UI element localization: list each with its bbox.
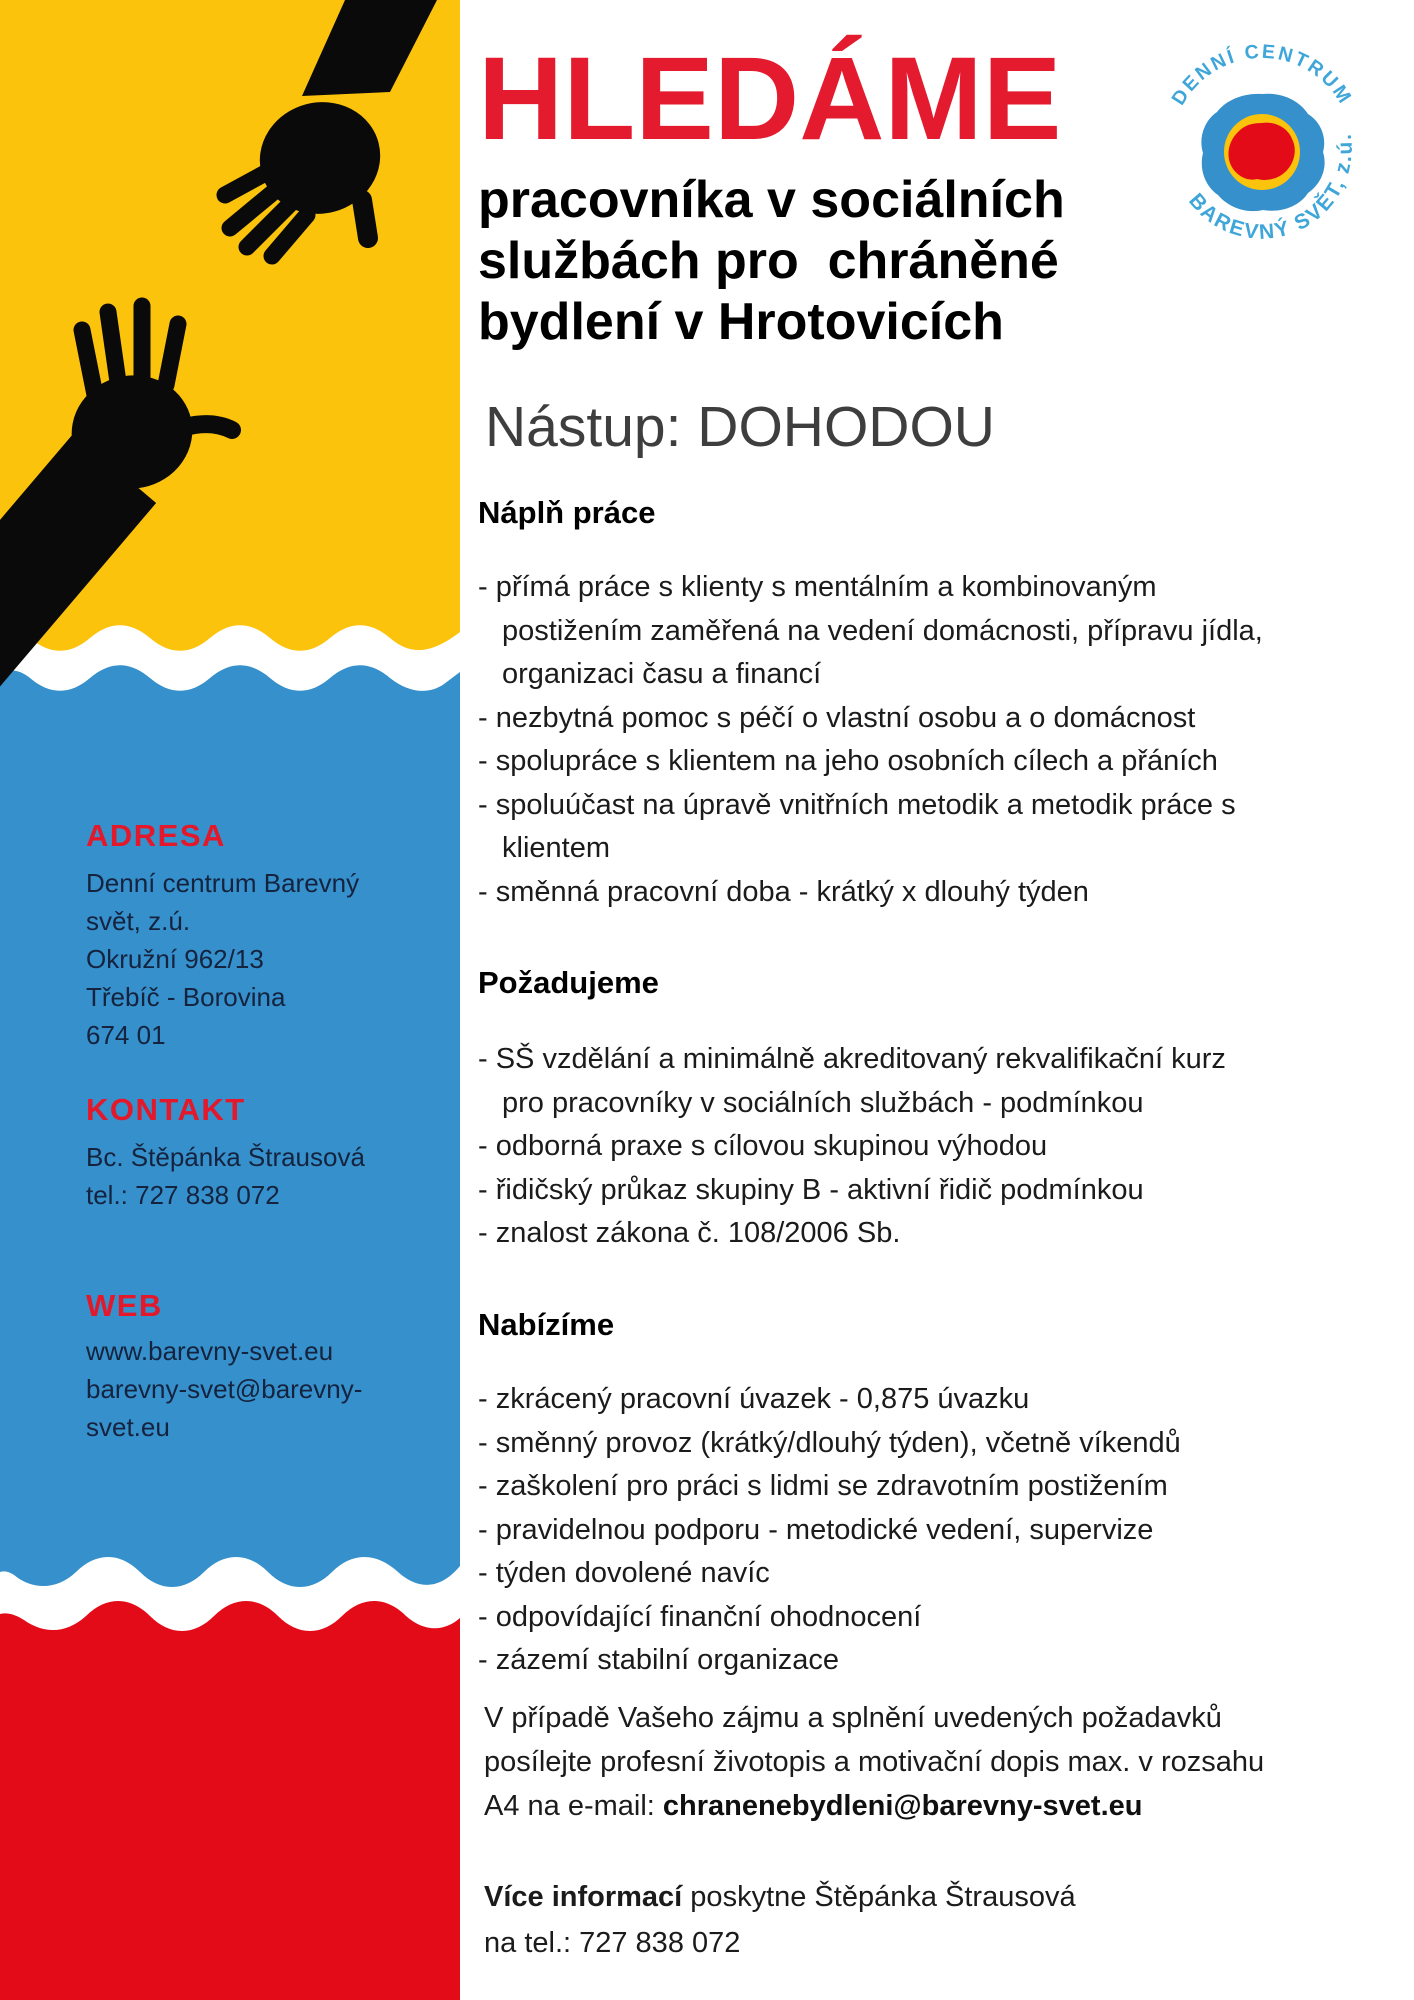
web-line: www.barevny-svet.eu (86, 1336, 334, 1366)
list-item: - zkrácený pracovní úvazek - 0,875 úvazku (478, 1383, 1030, 1415)
page-subtitle (478, 170, 1065, 353)
more-info-rest: poskytne Štěpánka Štrausová (682, 1881, 1076, 1913)
address-section (86, 818, 438, 854)
logo-arc-bottom-text: BAREVNÝ SVĚT, z.ú. (1184, 131, 1357, 245)
list-item: - směnný provoz (krátký/dlouhý týden), včetně víkendů (478, 1426, 1181, 1459)
web-line: svet.eu (86, 1412, 170, 1442)
address-line: Třebíč - Borovina (86, 982, 286, 1012)
job-duties-list (478, 566, 1268, 914)
list-item: - řidičský průkaz skupiny B - aktivní řidič podmínkou (478, 1173, 1144, 1206)
email-text: chranenebydleni@barevny-svet.eu (662, 1790, 1143, 1822)
subtitle-line: pracovníka v sociálních (478, 171, 1065, 229)
logo-arc-top-text: DENNÍ CENTRUM (1167, 40, 1357, 110)
subtitle-line: službách pro chráněné (478, 232, 1059, 290)
web-line: barevny-svet@barevny- (86, 1374, 363, 1404)
list-item: - pravidelnou podporu - metodické vedení, supervize (478, 1513, 1154, 1546)
list-item: - odpovídající finanční ohodnocení (478, 1600, 922, 1633)
section-heading-nabizime: Nabízíme (478, 1307, 615, 1342)
benefits-list (478, 1378, 1268, 1683)
address-heading: ADRESA (86, 818, 226, 853)
more-info-line (484, 1874, 1270, 1920)
web-lines (86, 1332, 438, 1446)
address-line: Okružní 962/13 (86, 944, 264, 974)
list-item: - SŠ vzdělání a minimálně akreditovaný rekvalifikační kurz pro pracovníky v sociálních službách - podmínkou (478, 1043, 1226, 1119)
more-info-bold: Více informací (484, 1881, 683, 1913)
list-item: - zaškolení pro práci s lidmi se zdravotním postižením (478, 1470, 1168, 1502)
contact-line: tel.: 727 838 072 (86, 1180, 280, 1210)
web-section (86, 1288, 438, 1324)
list-item: - zázemí stabilní organizace (478, 1644, 840, 1676)
list-item: - směnná pracovní doba - krátký x dlouhý týden (478, 875, 1089, 908)
application-paragraph (484, 1696, 1270, 1828)
address-line: Denní centrum Barevný (86, 868, 360, 898)
page-title: HLEDÁME (478, 33, 1062, 165)
address-line: 674 01 (86, 1020, 166, 1050)
application-text: V případě Vašeho zájmu a splnění uvedených požadavků posílejte profesní životopis a motivační dopis max. v rozsahu A4 na e-mail: (484, 1702, 1265, 1822)
red-panel (0, 1601, 460, 2000)
start-date-text: Nástup: DOHODOU (485, 395, 995, 459)
web-heading: WEB (86, 1288, 163, 1323)
contact-lines (86, 1138, 438, 1214)
logo-badge (1150, 30, 1375, 260)
section-heading-napln-prace: Náplň práce (478, 495, 656, 530)
phone-text: na tel.: 727 838 072 (484, 1927, 741, 1959)
contact-heading: KONTAKT (86, 1092, 246, 1127)
subtitle-line: bydlení v Hrotovicích (478, 293, 1004, 351)
list-item: - spoluúčast na úpravě vnitřních metodik a metodik práce s klientem (478, 788, 1236, 864)
list-item: - spolupráce s klientem na jeho osobních cílech a přáních (478, 745, 1218, 777)
more-info-paragraph (484, 1874, 1270, 1966)
section-heading-pozadujeme: Požadujeme (478, 965, 659, 1000)
list-item: - přímá práce s klienty s mentálním a kombinovaným postižením zaměřená na vedení domácnosti, přípravu jídla, organizaci času a financí (478, 571, 1263, 690)
contact-line: Bc. Štěpánka Štrausová (86, 1142, 365, 1172)
address-lines (86, 864, 438, 1054)
address-line: svět, z.ú. (86, 906, 191, 936)
contact-section (86, 1092, 438, 1128)
list-item: - týden dovolené navíc (478, 1557, 770, 1589)
requirements-list (478, 1038, 1268, 1256)
list-item: - znalost zákona č. 108/2006 Sb. (478, 1217, 901, 1249)
list-item: - nezbytná pomoc s péčí o vlastní osobu a o domácnost (478, 701, 1196, 734)
list-item: - odborná praxe s cílovou skupinou výhodou (478, 1130, 1048, 1162)
